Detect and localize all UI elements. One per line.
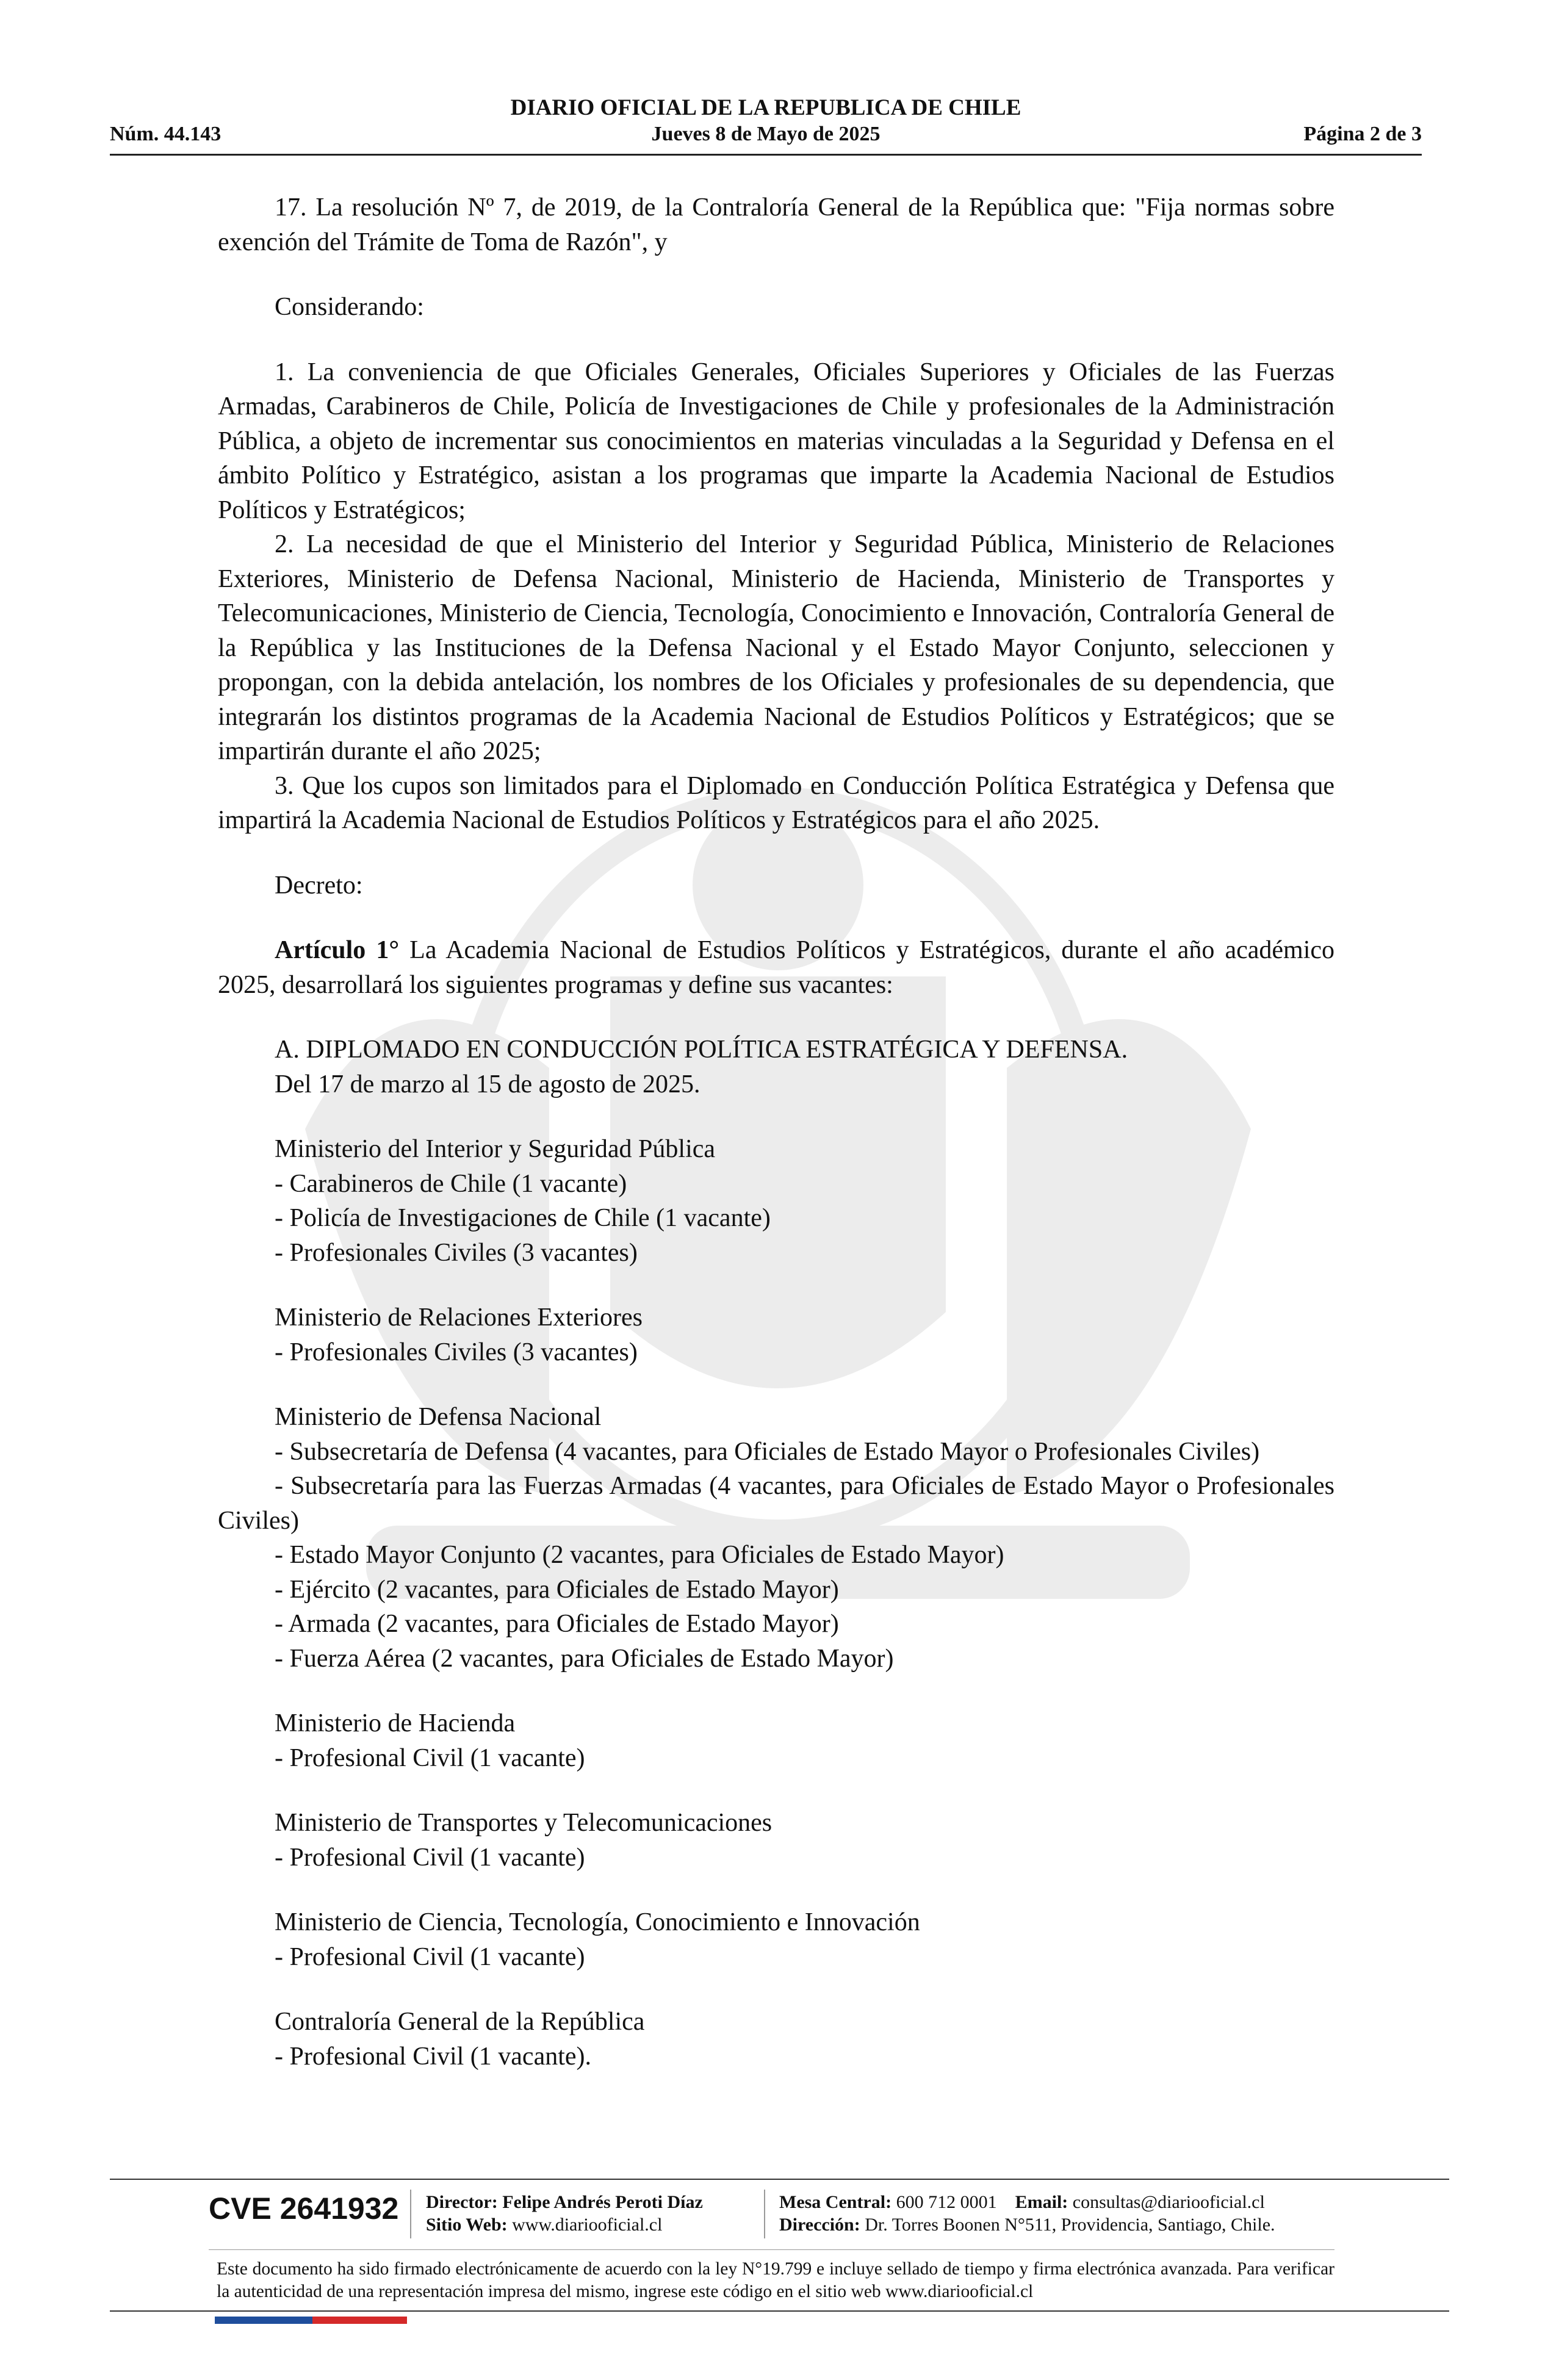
program-title: A. DIPLOMADO EN CONDUCCIÓN POLÍTICA ESTRATÉGICA Y DEFENSA. — [275, 1036, 1128, 1064]
cve-code: CVE 2641932 — [209, 2191, 399, 2226]
issue-date: Jueves 8 de Mayo de 2025 — [651, 123, 881, 145]
list-item: - Policía de Investigaciones de Chile (1 vacante) — [275, 1204, 771, 1232]
considerando-1: 1. La conveniencia de que Oficiales Generales, Oficiales Superiores y Oficiales de las Fuerzas Armadas, Carabineros de Chile, Policía de Investigaciones de Chile y profesionales de la Administración Pública, a objeto de incrementar sus conocimientos en materias vinculadas a la Seguridad y Defensa en el ámbito Político y Estratégico, asistan a los programas que imparte la Academia Nacional de Estudios Políticos y Estratégicos; — [218, 358, 1334, 524]
footer-bottom-divider — [110, 2310, 1449, 2312]
flag-stripe-blue — [215, 2317, 312, 2324]
list-item: - Estado Mayor Conjunto (2 vacantes, para Oficiales de Estado Mayor) — [275, 1541, 1004, 1569]
flag-stripe-red — [312, 2317, 407, 2324]
ministry-foreign-affairs: Ministerio de Relaciones Exteriores — [275, 1304, 643, 1332]
list-item: - Subsecretaría para las Fuerzas Armadas (4 vacantes, para Oficiales de Estado Mayor o Profesionales Civiles) — [218, 1472, 1334, 1535]
footer-contact-block — [779, 2191, 1275, 2236]
ministry-interior: Ministerio del Interior y Seguridad Pública — [275, 1135, 716, 1163]
document-body — [218, 190, 1334, 2074]
list-item: - Profesional Civil (1 vacante). — [275, 2042, 592, 2071]
address-label: Dirección: — [779, 2215, 860, 2235]
footer-director-block — [426, 2191, 703, 2236]
mesa-label: Mesa Central: — [779, 2192, 892, 2212]
issue-number: Núm. 44.143 — [110, 123, 222, 145]
comptroller-general: Contraloría General de la República — [275, 2008, 645, 2036]
list-item: - Profesionales Civiles (3 vacantes) — [275, 1238, 638, 1267]
considerando-2: 2. La necesidad de que el Ministerio del Interior y Seguridad Pública, Ministerio de Relaciones Exteriores, Ministerio de Defensa Nacional, Ministerio de Hacienda, Ministerio de Transportes y Telecomunicaciones, Ministerio de Ciencia, Tecnología, Conocimiento e Innovación, Contraloría General de la República y las Instituciones de la Defensa Nacional y el Estado Mayor Conjunto, seleccionen y propongan, con la debida antelación, los nombres de los Oficiales y profesionales de su dependencia, que integrarán los distintos programas de la Academia Nacional de Estudios Políticos y Estratégicos; que se impartirán durante el año 2025; — [218, 530, 1334, 765]
article-1 — [218, 933, 1334, 1002]
article-1-label: Artículo 1° — [275, 936, 400, 964]
page-number: Página 2 de 3 — [1303, 123, 1422, 145]
page-header — [110, 95, 1422, 156]
list-item: - Ejército (2 vacantes, para Oficiales de Estado Mayor) — [275, 1575, 839, 1604]
paragraph-17: 17. La resolución Nº 7, de 2019, de la Contraloría General de la República que: "Fija normas sobre exención del Trámite de Toma de Razón", y — [218, 193, 1334, 256]
considerando-heading: Considerando: — [275, 293, 424, 321]
considerando-3: 3. Que los cupos son limitados para el Diplomado en Conducción Política Estratégica y Defensa que impartirá la Academia Nacional de Estudios Políticos y Estratégicos para el año 2025. — [218, 771, 1334, 834]
ministry-science: Ministerio de Ciencia, Tecnología, Conocimiento e Innovación — [275, 1908, 920, 1936]
footer-divider — [110, 2179, 1449, 2180]
ministry-transport: Ministerio de Transportes y Telecomunicaciones — [275, 1809, 773, 1837]
header-divider — [110, 154, 1422, 156]
footer-inner-divider — [209, 2249, 1334, 2250]
site-link[interactable]: www.diariooficial.cl — [512, 2215, 663, 2235]
list-item: - Profesional Civil (1 vacante) — [275, 1744, 585, 1772]
footer-separator — [764, 2190, 765, 2238]
gazette-title: DIARIO OFICIAL DE LA REPUBLICA DE CHILE — [510, 95, 1021, 120]
article-1-text: La Academia Nacional de Estudios Políticos y Estratégicos, durante el año académico 2025, desarrollará los siguientes programas y define sus vacantes: — [218, 936, 1334, 999]
list-item: - Armada (2 vacantes, para Oficiales de Estado Mayor) — [275, 1610, 839, 1638]
footer-separator — [410, 2190, 411, 2238]
director-label: Director: — [426, 2192, 498, 2212]
decreto-heading: Decreto: — [275, 871, 363, 900]
list-item: - Carabineros de Chile (1 vacante) — [275, 1169, 627, 1198]
footer-legal-note: Este documento ha sido firmado electrónicamente de acuerdo con la ley N°19.799 e incluye sellado de tiempo y firma electrónica avanzada. Para verificar la autenticidad de una representación impresa del mismo, ingrese este código en el sitio web www.diariooficial.cl — [217, 2259, 1334, 2301]
program-dates: Del 17 de marzo al 15 de agosto de 2025. — [275, 1070, 701, 1098]
address-text: Dr. Torres Boonen N°511, Providencia, Santiago, Chile. — [865, 2215, 1275, 2235]
director-name: Felipe Andrés Peroti Díaz — [502, 2192, 703, 2212]
list-item: - Profesionales Civiles (3 vacantes) — [275, 1338, 638, 1366]
ministry-defense: Ministerio de Defensa Nacional — [275, 1403, 602, 1431]
site-label: Sitio Web: — [426, 2215, 508, 2235]
list-item: - Profesional Civil (1 vacante) — [275, 1942, 585, 1971]
ministry-finance: Ministerio de Hacienda — [275, 1709, 516, 1737]
list-item: - Fuerza Aérea (2 vacantes, para Oficiales de Estado Mayor) — [275, 1644, 894, 1673]
email-label: Email: — [1015, 2192, 1068, 2212]
email-link[interactable]: consultas@diariooficial.cl — [1072, 2192, 1265, 2212]
list-item: - Subsecretaría de Defensa (4 vacantes, para Oficiales de Estado Mayor o Profesionales Civiles) — [275, 1437, 1260, 1466]
mesa-phone: 600 712 0001 — [896, 2192, 997, 2212]
list-item: - Profesional Civil (1 vacante) — [275, 1843, 585, 1872]
